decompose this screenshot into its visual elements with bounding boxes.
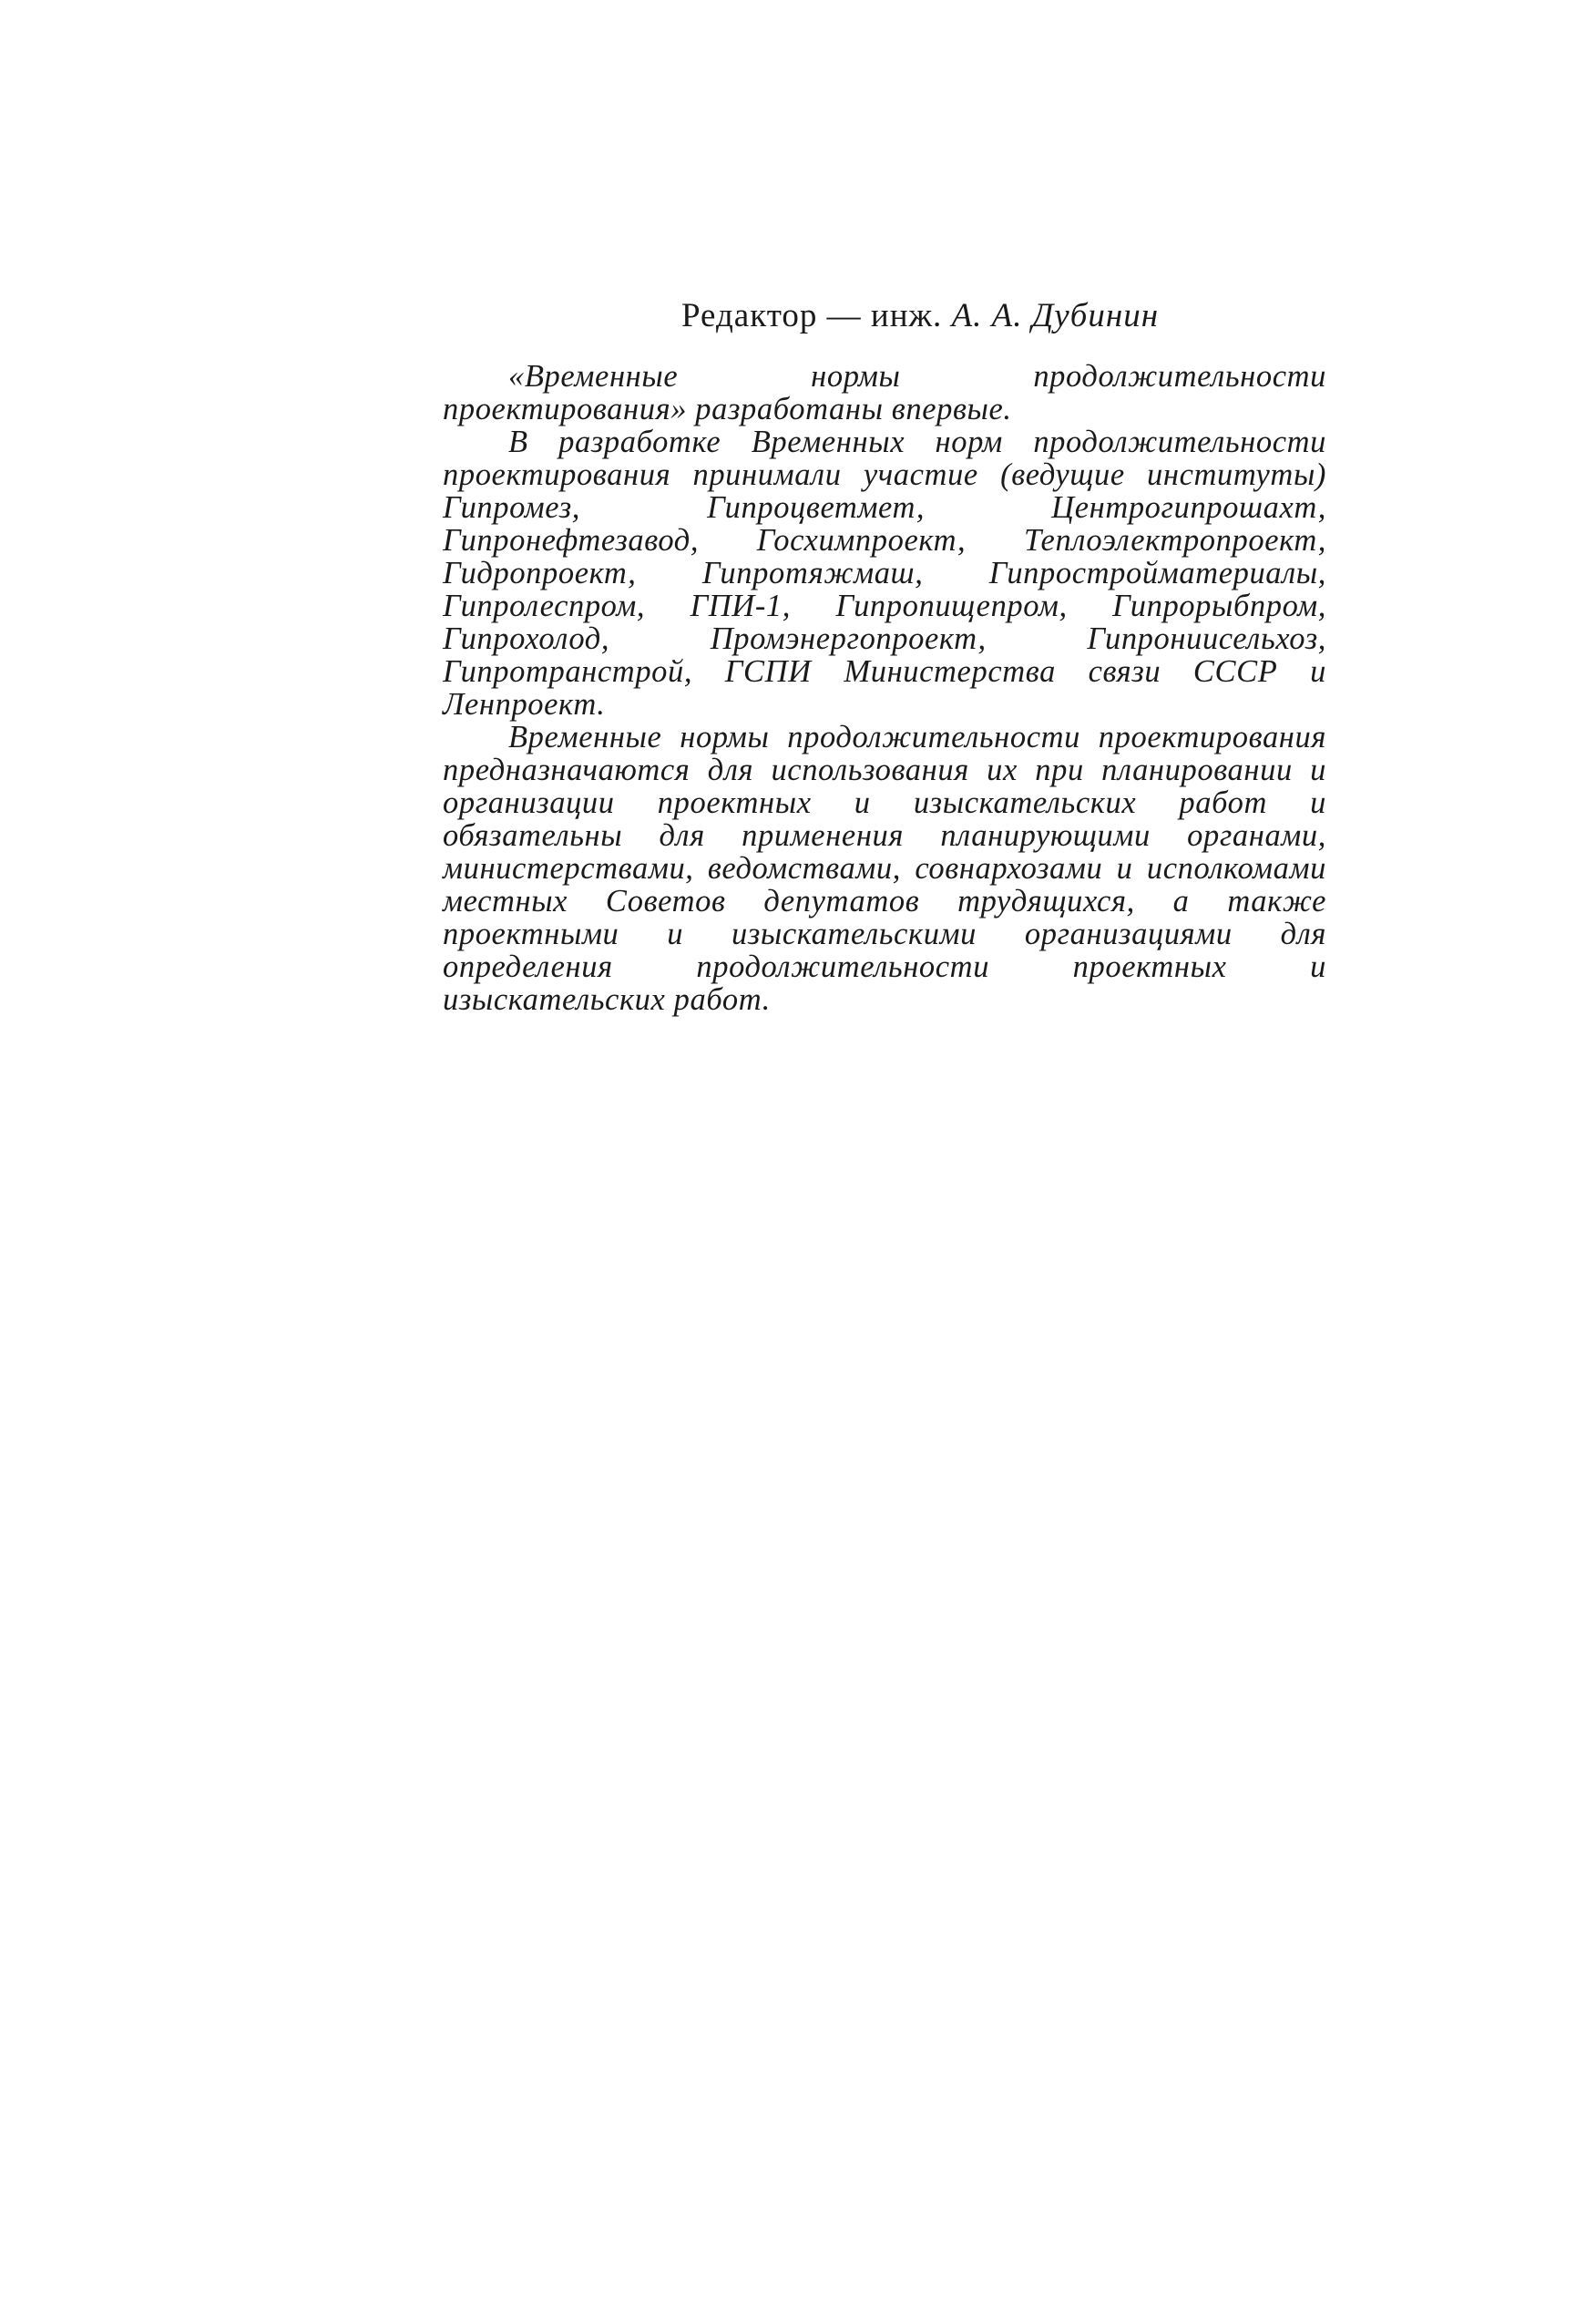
editor-credit <box>510 296 1330 335</box>
paragraph-intro: «Временные нормы продолжительности проектирования» разработаны впервые. <box>443 359 1326 426</box>
paragraph-purpose: Временные нормы продолжительности проектирования предназначаются для использования их при планировании и организации проектных и изыскательских работ и обязательны для применения планирующими органами, министерствами, ведомствами, совнархозами и исполкомами местных Советов депутатов трудящихся, а также проектными и изыскательскими организациями для определения продолжительности проектных и изыскательских работ. <box>443 720 1326 1017</box>
paragraph-participants: В разработке Временных норм продолжительности проектирования принимали участие (ведущие институты) Гипромез, Гипроцветмет, Центрогипрошахт, Гипронефтезавод, Госхимпроект, Теплоэлектропроект, Гидропроект, Гипротяжмаш, Гипростройматериалы, Гипролеспром, ГПИ-1, Гипропищепром, Гипрорыбпром, Гипрохолод, Промэнергопроект, Гипрониисельхоз, Гипротранстрой, ГСПИ Министерства связи СССР и Ленпроект. <box>443 425 1326 722</box>
editor-role: Редактор — инж. <box>680 297 943 334</box>
editor-name: А. А. Дубинин <box>951 297 1160 334</box>
body-text <box>443 360 1326 1016</box>
